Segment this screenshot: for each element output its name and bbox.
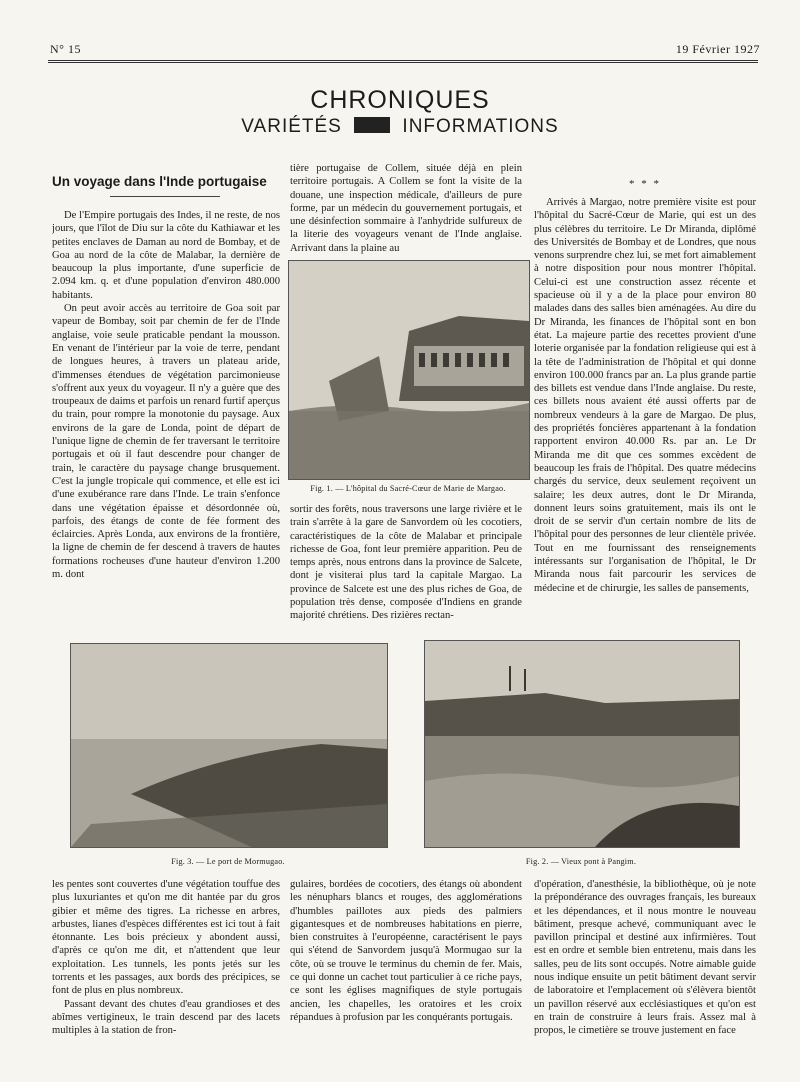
bridge-photo-illustration: [425, 641, 739, 847]
issue-number: N° 15: [50, 42, 81, 56]
title-rule: [110, 196, 220, 197]
paragraph: Arrivés à Margao, notre première visite est pour l'hôpital du Sacré-Cœur de Marie, qui est un des plus célèbres du territoire. Le Dr Miranda, diplômé des Universités de Bombay et de Londres, que nous venons surprendre chez lui, se met fort aimablement à notre disposition pour nous montrer l'hôpital. Celui-ci est une construction assez récente et spacieuse où il y a de la place pour environ 80 malades dans des salles bien aménagées. Au dire du Dr Miranda, les finances de l'hôpital sont en bon état. La majeure partie des recettes provient d'une loterie organisée par la fondation religieuse qui est à la tête de l'administration de l'hôpital et qui donne environ 100.000 francs par an. La plus grande partie des billets est vendue dans l'Inde anglaise. Du reste, ces billets nous avaient été aussi offerts par de nombreux vendeurs à la gare de Margao. De plus, des propriétés foncières appartenant à la fondation rapportent environ 40.000 Rs. par an. Le Dr Miranda me dit que ces sommes excèdent de beaucoup les frais de l'hôpital. Des quatre médecins chargés du service, deux seulement reçoivent un salaire; les deux autres, dont le Dr Miranda, donnent leurs soins gratuitement, mais ils ont le droit de se servir d'un certain nombre de lits de l'hôpital pour des personnes de leur clientèle privée. Tout en me fournissant des renseignements intéressants sur l'organisation de l'hôpital, le Dr Miranda nous fait parcourir les services de médecine et de chirurgie, les salles de pansements,: [534, 197, 756, 594]
port-photo-illustration: [71, 644, 387, 847]
masthead-subtitle: [0, 116, 800, 138]
paragraph: gulaires, bordées de cocotiers, des étangs où abondent les nénuphars blancs et rouges, des agglomérations d'humbles paillotes aux pieds des palmiers gigantesques et de nombreuses habitations en pierre, bien construites à l'européenne, caractérisent le pays qui s'étend de Sanvordem jusqu'à Mormugao sur la côte, où se trouve le terminus du chemin de fer. Mais, ce qui donne un cachet tout particulier à ce riche pays, ce sont les églises magnifiques de style portugais ancien, les chapelles, les oratoires et les croix répandues à profusion par les conquérants portugais.: [290, 879, 522, 1023]
figure-1-caption: Fig. 1. — L'hôpital du Sacré-Cœur de Marie de Margao.: [310, 484, 506, 493]
bottom-column-1: [52, 878, 280, 1073]
column-1: [52, 209, 280, 624]
figure-3-caption: Fig. 3. — Le port de Mormugao.: [171, 857, 285, 866]
column-2-bottom: [290, 503, 522, 625]
figure-2-photo: [424, 640, 740, 848]
section-asterism: * * *: [629, 178, 661, 190]
figure-3-photo: [70, 643, 388, 848]
column-2-top: [290, 162, 522, 254]
hospital-photo-illustration: [289, 261, 529, 479]
paragraph: les pentes sont couvertes d'une végétation touffue des plus luxuriantes et qu'on me dit hantée par du gros gibier et même des tigres. La richesse en arbres, arbustes, lianes d'espèces différentes est ici tout à fait étonnante. Les bois précieux y abondent aussi, d'après ce qu'on me dit, et n'attendent que leur exploitation. Les tunnels, les ponts jetés sur les torrents et les passages, aux bords des précipices, se font de plus en plus nombreux.: [52, 879, 280, 997]
column-3: [534, 196, 756, 626]
ornament-icon: [354, 117, 390, 133]
bottom-column-2: [290, 878, 522, 1073]
masthead-left: VARIÉTÉS: [241, 116, 342, 137]
article-title: Un voyage dans l'Inde portugaise: [52, 174, 267, 189]
masthead-right: INFORMATIONS: [402, 116, 559, 137]
paragraph: Passant devant des chutes d'eau grandioses et des abîmes vertigineux, le train descend par des lacets multiples à la station de fron-: [52, 998, 280, 1037]
paragraph: De l'Empire portugais des Indes, il ne reste, de nos jours, que l'îlot de Diu sur la côte du Kathiawar et les petites enclaves de Daman au nord de Bombay, et de Goa au nord de la côte de Malabar, la dernière de beaucoup la plus importante, d'une superficie de 2.094 km. q. et d'une population d'environ 480.000 habitants.: [52, 210, 280, 301]
header-rule: [48, 60, 758, 61]
paragraph: tière portugaise de Collem, située déjà en plein territoire portugais. A Collem se font la visite de la douane, une inspection médicale, d'ailleurs de pure forme, par un médecin du gouvernement portugais, et une désinfection sommaire à l'anhydride sulfureux de la literie des voyageurs venant de l'Inde anglaise. Arrivant dans la plaine au: [290, 163, 522, 254]
paragraph: d'opération, d'anesthésie, la bibliothèque, où je note la prépondérance des ouvrages français, les bureaux et les dépendances, et il nous montre le nouveau bâtiment, presque achevé, communiquant avec le pavillon principal et destiné aux infirmières. Tout est en ordre et semble bien entretenu, mais dans les salles, peu de lits sont occupés. Notre aimable guide nous indique ensuite un petit bâtiment devant servir de laboratoire et l'emplacement où s'élèvera bientôt un pavillon réservé aux ecclésiastiques et qu'on est en train de construire à leurs frais. Assez mal à propos, le cimetière se trouve justement en face: [534, 879, 756, 1037]
bottom-column-3: [534, 878, 756, 1073]
figure-2-caption: Fig. 2. — Vieux pont à Pangim.: [525, 857, 637, 866]
masthead-title: CHRONIQUES: [310, 86, 490, 114]
paragraph: On peut avoir accès au territoire de Goa soit par vapeur de Bombay, soit par chemin de fer de l'Inde anglaise, voie seule praticable pendant la mousson. En venant de l'intérieur par la voie de terre, pendant de longues heures, à travers un plateau aride, d'immenses étendues de végétation parcimonieuse s'offrent aux yeux du voyageur. Il n'y a guère que des troupeaux de daims et parfois un renard furtif aperçus du train, pour rompre la monotonie du paysage. Aux environs de la gare de Londa, point de départ de l'unique ligne de chemin de fer traversant le territoire portugais et où il faut descendre pour changer de train, le caractère du paysage change brusquement. C'est la jungle tropicale qui commence, et elle est ici d'une exubérance rare dans l'Inde. Le train s'enfonce dans une végétation épaisse et désordonnée où, parfois, des étangs de conte de fée forment des éclaircies. Après Londa, aux environs de la frontière, la ligne de chemin de fer descend à travers de hautes formations rocheuses d'une hauteur d'environ 1.200 m. dont: [52, 303, 280, 581]
paragraph: sortir des forêts, nous traversons une large rivière et le train s'arrête à la gare de Sanvordem où les cocotiers, caractéristiques de la côte de Malabar et principale richesse de Goa, font leur première apparition. Peu de temps après, nous entrons dans la province de Salcete, dont je visiterai plus tard la capitale Margao. La province de Salcete est une des plus riches de Goa, de population très dense, composée d'Indiens en grande majorité chrétiens. Des rizières rectan-: [290, 504, 522, 622]
issue-date: 19 Février 1927: [675, 42, 760, 56]
figure-1-photo: [288, 260, 530, 480]
header-rule-2: [48, 62, 758, 63]
